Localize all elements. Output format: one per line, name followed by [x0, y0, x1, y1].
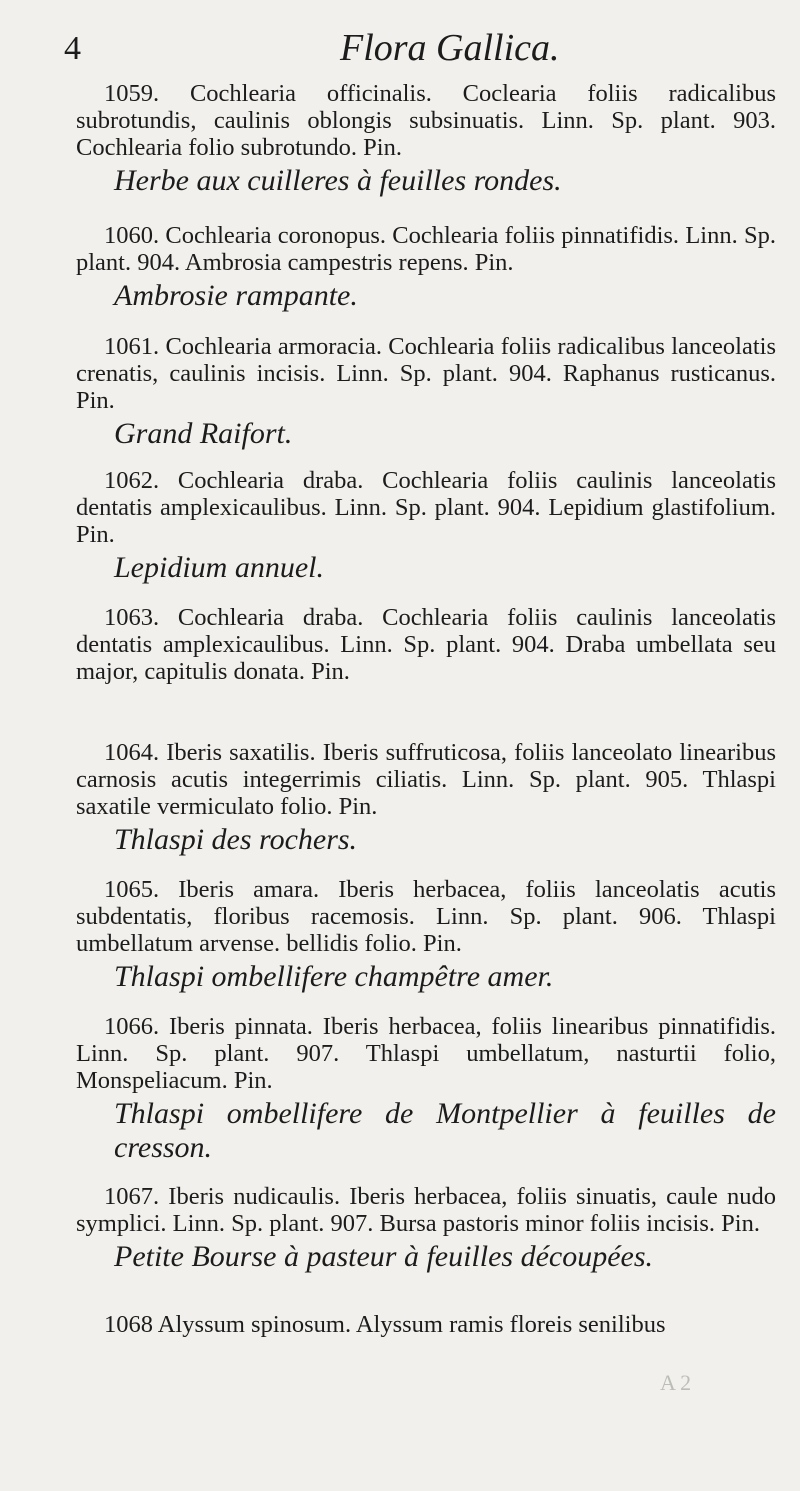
entry-text: Iberis pinnata. Iberis herbacea, foliis linearibus pinnatifidis. Linn. Sp. plant. 907. Thlaspi umbellatum, nasturtii folio, Monspeliacum. Pin. — [76, 1013, 776, 1094]
entry-text: Iberis saxatilis. Iberis suffruticosa, foliis lanceolato linearibus carnosis acutis integerrimis ciliatis. Linn. Sp. plant. 905. Thlaspi saxatile vermiculato folio. Pin. — [76, 739, 776, 820]
entry-number: 1066. — [104, 1013, 160, 1040]
entry-text: Cochlearia armoracia. Cochlearia foliis radicalibus lanceolatis crenatis, caulinis incisis. Linn. Sp. plant. 904. Raphanus rusticanus. Pin. — [76, 333, 777, 414]
entry-1066 — [76, 1013, 776, 1165]
common-name: Thlaspi des rochers. — [114, 823, 358, 856]
entry-text: Alyssum spinosum. Alyssum ramis floreis senilibus — [157, 1311, 666, 1338]
entry-text: Iberis amara. Iberis herbacea, foliis lanceolatis acutis subdentatis, floribus racemosis. Linn. Sp. plant. 906. Thlaspi umbellatum arvense. bellidis folio. Pin. — [76, 876, 776, 957]
signature-mark: A 2 — [660, 1370, 692, 1395]
entry-number: 1063. — [104, 604, 160, 631]
entry-number: 1065. — [104, 876, 160, 903]
common-name: Petite Bourse à pasteur à feuilles découpées. — [114, 1240, 654, 1273]
common-name: Ambrosie rampante. — [114, 279, 358, 312]
page-number: 4 — [64, 30, 81, 67]
entry-1062 — [76, 467, 776, 585]
common-name: Thlaspi ombellifere champêtre amer. — [114, 960, 554, 993]
common-name: Grand Raifort. — [114, 417, 293, 450]
entry-1065 — [76, 876, 776, 994]
entry-text: Cochlearia officinalis. Coclearia foliis radicalibus subrotundis, caulinis oblongis subsinuatis. Linn. Sp. plant. 903. Cochlearia folio subrotundo. Pin. — [76, 80, 776, 161]
entry-number: 1060. — [104, 222, 160, 249]
running-title: Flora Gallica. — [340, 27, 560, 69]
common-name: Thlaspi ombellifere de Montpellier à feuilles de cresson. — [114, 1097, 776, 1164]
entry-text: Iberis nudicaulis. Iberis herbacea, foliis sinuatis, caule nudo symplici. Linn. Sp. plant. 907. Bursa pastoris minor foliis incisis. Pin. — [76, 1183, 776, 1237]
entry-number: 1059. — [104, 80, 160, 107]
common-name: Lepidium annuel. — [114, 551, 324, 584]
entry-1059 — [76, 80, 776, 198]
entry-1063 — [76, 604, 776, 685]
entry-number: 1068 — [104, 1311, 153, 1338]
entry-text: Cochlearia coronopus. Cochlearia foliis pinnatifidis. Linn. Sp. plant. 904. Ambrosia campestris repens. Pin. — [76, 222, 776, 276]
entry-number: 1061. — [104, 333, 160, 360]
entry-number: 1062. — [104, 467, 160, 494]
entry-text: Cochlearia draba. Cochlearia foliis caulinis lanceolatis dentatis amplexicaulibus. Linn. Sp. plant. 904. Draba umbellata seu major, capitulis donata. Pin. — [76, 604, 776, 685]
common-name: Herbe aux cuilleres à feuilles rondes. — [114, 164, 562, 197]
entry-number: 1064. — [104, 739, 160, 766]
entry-1060 — [76, 222, 776, 313]
entry-text: Cochlearia draba. Cochlearia foliis caulinis lanceolatis dentatis amplexicaulibus. Linn. Sp. plant. 904. Lepidium glastifolium. Pin. — [76, 467, 776, 548]
entry-1061 — [76, 333, 776, 451]
entry-number: 1067. — [104, 1183, 160, 1210]
entry-1068 — [76, 1311, 776, 1338]
entry-1064 — [76, 739, 776, 857]
entry-1067 — [76, 1183, 776, 1274]
